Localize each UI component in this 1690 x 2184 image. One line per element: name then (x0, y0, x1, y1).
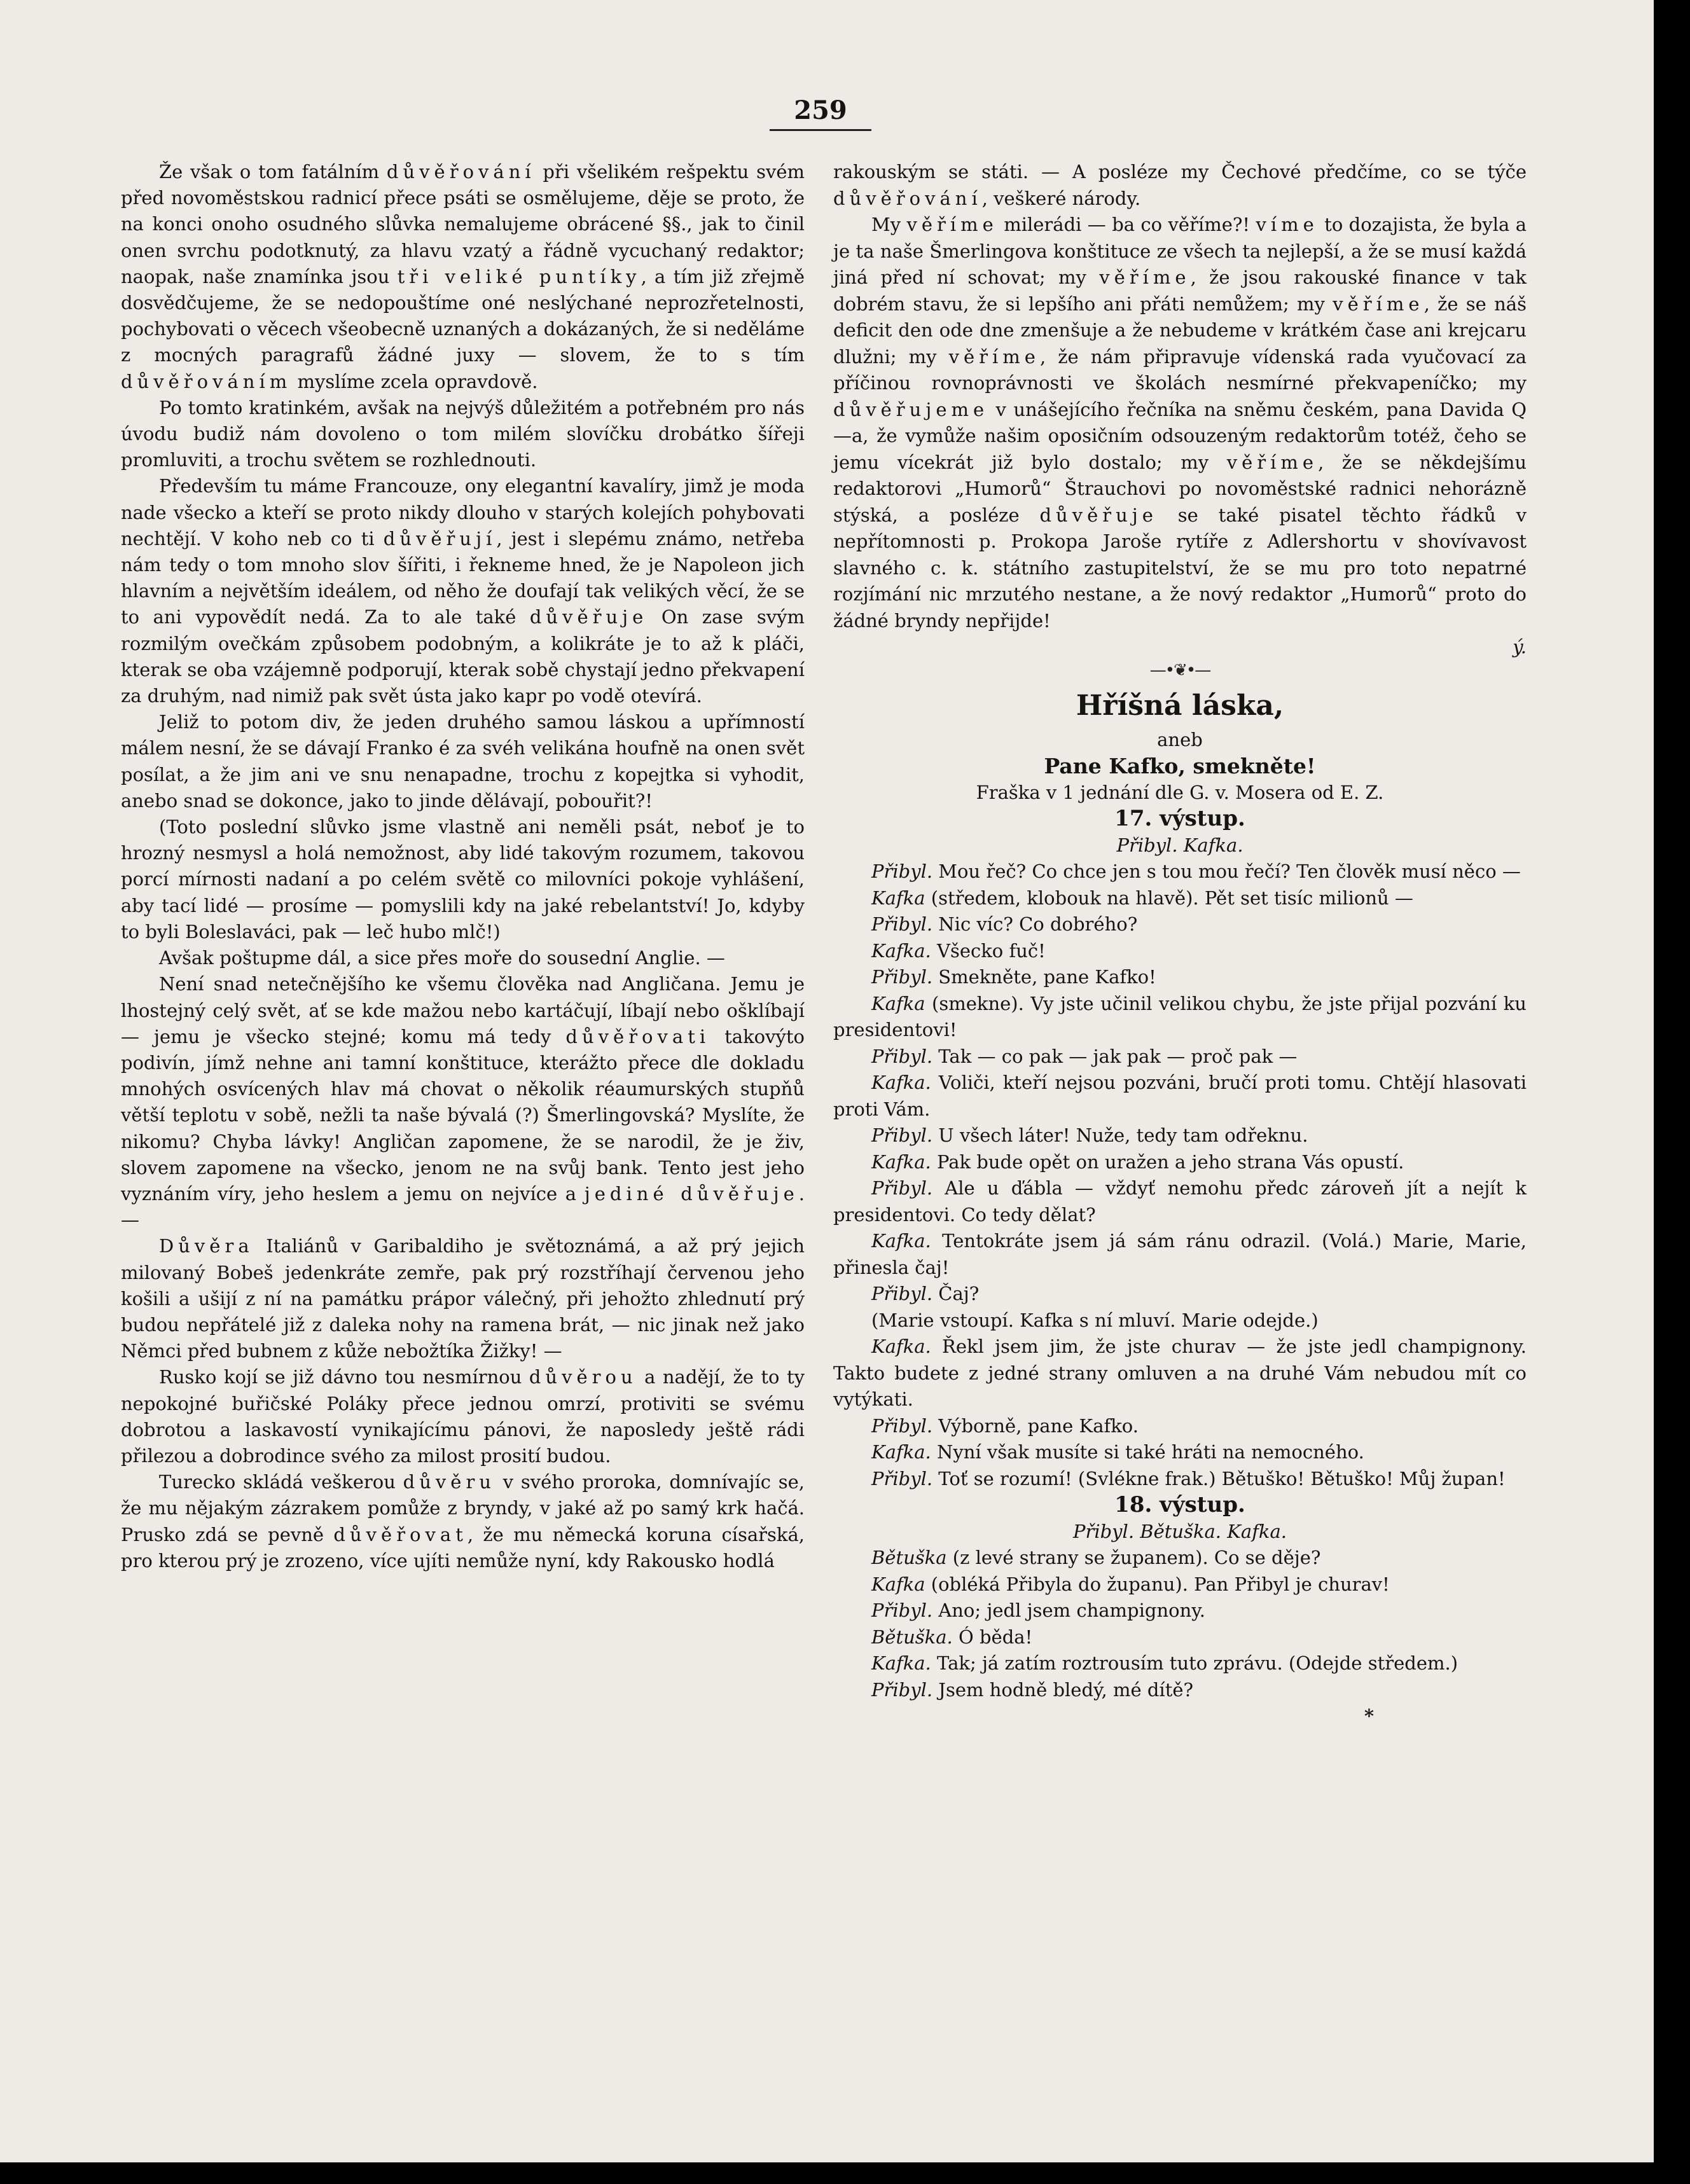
paragraph-boleslavaci: (Toto poslední slůvko jsme vlastně ani neměli psát, neboť je to hrozný nesmysl a holá nemožnost, aby lidé takovým rozumem, takovou porcí mírnosti nadaní a po celém světě co milovníci pokoje vyhlášení, aby tací lidé — prosíme — pomyslili kdy na jaké rebelantství! Jo, kdyby to byli Boleslaváci, pak — leč hubo mlč!) (121, 816, 805, 943)
scene-17-heading: 17. výstup. (1114, 806, 1245, 831)
dialogue-line: Přibyl. U všech láter! Nuže, tedy tam odřeknu. (871, 1124, 1308, 1146)
scene-18-characters: Přibyl. Bětuška. Kafka. (1072, 1520, 1287, 1542)
paragraph-verime: My věříme milerádi — ba co věříme?! víme to dozajista, že byla a je ta naše Šmerlingova konštituce ze všech ta nejlepší, a že se musí každá jiná před ní schovat; my věříme, že jsou rakouské finance v tak dobrém stavu, že si lepšího ani přáti nemůžem; my věříme, že se náš deficit den ode dne zmenšuje a že nebudeme v krátkém čase ani krejcaru dlužni; my věříme, že nám připravuje vídenská rada vyučovací za příčinou rovnoprávnosti ve školách nesmírné překvapeníčko; my důvěřujeme v unášejícího řečníka na sněmu českém, pana Davida Q—a, že vymůže našim oposičním odsouzeným redaktorům totéž, čeho se jemu vícekrát již bylo dostalo; my věříme, že se někdejšímu redaktorovi „Humorů“ Štrauchovi po novoměstské radnici nehorázně stýská, a posléze důvěřuje se také pisatel těchto řádků v nepřítomnosti p. Prokopa Jaroše rytíře z Adlershortu v shovívavost slavného c. k. státního zastupitelství, že se mu pro toto nepatrné rozjímání nic mrzutého nestane, a že nový redaktor „Humorů“ proto do žádné bryndy nepřijde! (833, 214, 1527, 632)
paragraph-anglican: Není snad netečnějšího ke všemu člověka nad Angličana. Jemu je lhostejný celý svět, ať se kde mažou nebo kartáčují, líbají nebo ošklíbají — jemu je všecko stejné; komu má tedy důvěřovati takovýto podivín, jímž nehne ani tamní konštituce, kterážto přece dle dokladu mnohých osvícených hlav má chovat o několik réaumurských stupňů větší teplotu v sobě, nežli ta naše bývalá (?) Šmerlingovská? Myslíte, že nikomu? Chyba lávky! Angličan zapomene, že se narodil, že je živ, slovem zapomene na všecko, jenom ne na svůj bank. Tento jest jeho vyznáním víry, jeho heslem a jemu on nejvíce a jediné důvěřuje. — (121, 973, 805, 1231)
dialogue-line: Přibyl. Mou řeč? Co chce jen s tou mou řečí? Ten člověk musí něco — (871, 860, 1521, 882)
dialogue-line: Kafka. Řekl jsem jim, že jste churav — že jste jedl champignony. Takto budete z jedné strany omluven a na druhé Vám nebudou mít co vytýkati. (833, 1336, 1527, 1410)
dialogue-line: Přibyl. Smekněte, pane Kafko! (871, 966, 1156, 988)
ornament-divider: —•❦•— (1149, 660, 1210, 680)
dialogue-line: Kafka. Pak bude opět on uražen a jeho strana Vás opustí. (871, 1151, 1404, 1173)
paragraph-uvod: Po tomto kratinkém, avšak na nejvýš důležitém a potřebném pro nás úvodu budiž nám dovoleno o tom milém slovíčku drobátko šířeji promluviti, a trochu světem se rozhlednouti. (121, 396, 805, 471)
dialogue-line: Přibyl. Ano; jedl jsem champignony. (871, 1600, 1206, 1621)
dialogue-line: Přibyl. Jsem hodně bledý, mé dítě? (871, 1678, 1194, 1701)
paragraph-duverovani-intro: Že však o tom fatálním důvěřování při všelikém rešpektu svém před novoměstskou radnicí přece psáti se osmělujeme, děje se proto, že na konci onoho osudného slůvka nemalujeme obrácené §§., jak to činil onen svrchu podotknutý, za hlavu vzatý a řádně vycuchaný redaktor; naopak, naše znamínka jsou tři veliké puntíky, a tím již zřejmě dosvědčujeme, že se nedopouštíme oné neslýchané neprozřetelnosti, pochybovati o věcech všeobecně uznaných a dokázaných, že si neděláme z mocných paragrafů žádné juxy — slovem, že to s tím důvěřováním myslíme zcela opravdově. (121, 161, 805, 392)
dialogue-line: Přibyl. Tak — co pak — jak pak — proč pak — (871, 1045, 1298, 1067)
dialogue-line: Přibyl. Ale u ďábla — vždyť nemohu předc zároveň jít a nejít k presidentovi. Co tedy dělat? (833, 1177, 1527, 1226)
dialogue-line: Kafka (smekne). Vy jste učinil velikou chybu, že jste přijal pozvání ku presidentovi! (833, 992, 1527, 1040)
dialogue-line: Kafka. Tak; já zatím roztrousím tuto zprávu. (Odejde středem.) (871, 1652, 1458, 1674)
paragraph-anglie: Avšak poštupme dál, a sice přes moře do sousední Anglie. — (159, 947, 725, 969)
paragraph-rusko: Rusko kojí se již dávno tou nesmírnou důvěrou a nadějí, že to ty nepokojné buřičské Poláky přece jednou omrzí, protiviti se svému dobrotou a laskavostí vynikajícímu pánovi, že naposledy ještě rádi přilezou a dobrodince svého za milost prosití budou. (121, 1366, 805, 1467)
scan-edge-right (1654, 0, 1690, 2184)
dialogue-line: Přibyl. Toť se rozumí! (Svlékne frak.) Bětuško! Bětuško! Můj župan! (871, 1467, 1506, 1489)
dialogue-line: Kafka. Nyní však musíte si také hráti na nemocného. (871, 1441, 1364, 1463)
dialogue-line: Kafka. Voliči, kteří nejsou pozváni, bručí proti tomu. Chtějí hlasovati proti Vám. (833, 1072, 1527, 1120)
dialogue-line: Bětuška. Ó běda! (871, 1626, 1033, 1648)
dialogue-line: Kafka. Všecko fuč! (871, 939, 1046, 962)
paragraph-jeliz: Jeliž to potom div, že jeden druhého samou láskou a upřímností málem nesní, že se dávají Franko é za svéh velikána houfně na onen svět posílat, a že jim ani ve snu nenapadne, trochu z kopejtka si vyhodit, anebo snad se dokonce, jako to jinde dělávají, pobouřit?! (121, 711, 805, 812)
scan-edge-bottom (0, 2162, 1690, 2184)
play-title-aneb: aneb (1157, 728, 1203, 750)
paragraph-turecko: Turecko skládá veškerou důvěru v svého proroka, domnívajíc se, že mu nějakým zázrakem pomůže z bryndy, v jaké až po samý krk hačá. Prusko zdá se pevně důvěřovat, že mu německá koruna císařská, pro kterou prý je zrozeno, více ujíti nemůže nyní, kdy Rakousko hodlá (121, 1471, 805, 1572)
dialogue-line: Přibyl. Výborně, pane Kafko. (871, 1414, 1139, 1437)
paragraph-cechove: rakouským se státi. — A posléze my Čechové předčíme, co se týče důvěřování, veškeré národy. (833, 161, 1527, 209)
scene-17-characters: Přibyl. Kafka. (1116, 834, 1243, 856)
dialogue-line: Přibyl. Nic víc? Co dobrého? (871, 913, 1138, 935)
dialogue-line: Kafka (obléká Přibyla do županu). Pan Přibyl je churav! (871, 1573, 1390, 1595)
paragraph-francouzi: Především tu máme Francouze, ony elegantní kavalíry, jimž je moda nade všecko a kteří se proto nikdy dlouho v starých kolejích pohybovati nechtějí. V koho neb co ti důvěřují, jest i slepému známo, netřeba nám tedy o tom mnoho slov šířiti, i řekneme hned, že je Napoleon jich hlavním a největším ideálem, od něho že doufají tak velikých věcí, že se to ani vypovědít nedá. Za to ale také důvěřuje On zase svým rozmilým ovečkám způsobem podobným, a kolikráte je to až k pláči, kterak se oba vzájemně podporují, kterak sobě chystají jedno překvapení za druhým, nad nimiž pak svět ústa jako kapr po vodě otevírá. (121, 475, 805, 707)
left-column (121, 159, 805, 1574)
page-number: 259 (794, 95, 847, 125)
stage-direction: (Marie vstoupí. Kafka s ní mluví. Marie odejde.) (871, 1309, 1319, 1331)
paragraph-italiani: Důvěra Italiánů v Garibaldiho je světoznámá, a až prý jejich milovaný Bobeš jedenkráte zemře, pak prý rozstříhají červenou jeho košili a ušijí z ní na památku prápor válečný, při jehožto zhlednutí prý budou nepřátelé již z daleka nohy na ramena brát, — nic jinak než jako Němci před bubnem z kůže nebožtíka Žižky! — (121, 1235, 805, 1362)
scene-18-heading: 18. výstup. (1114, 1492, 1245, 1517)
continuation-star: * (1364, 1705, 1374, 1727)
right-column (833, 159, 1527, 1730)
dialogue-line: Kafka. Tentokráte jsem já sám ránu odrazil. (Volá.) Marie, Marie, přinesla čaj! (833, 1230, 1527, 1278)
dialogue-line: Přibyl. Čaj? (871, 1283, 980, 1304)
play-subtitle: Pane Kafko, smekněte! (1044, 754, 1316, 778)
dialogue-line: Kafka (středem, klobouk na hlavě). Pět set tisíc milionů — (871, 887, 1413, 909)
page-number-rule (770, 129, 871, 131)
play-credit: Fraška v 1 jednání dle G. v. Mosera od E. Z. (976, 781, 1384, 803)
play-title: Hříšná láska, (1076, 689, 1284, 722)
dialogue-line: Bětuška (z levé strany se županem). Co se děje? (871, 1547, 1321, 1568)
author-signature: ý. (1513, 636, 1527, 658)
